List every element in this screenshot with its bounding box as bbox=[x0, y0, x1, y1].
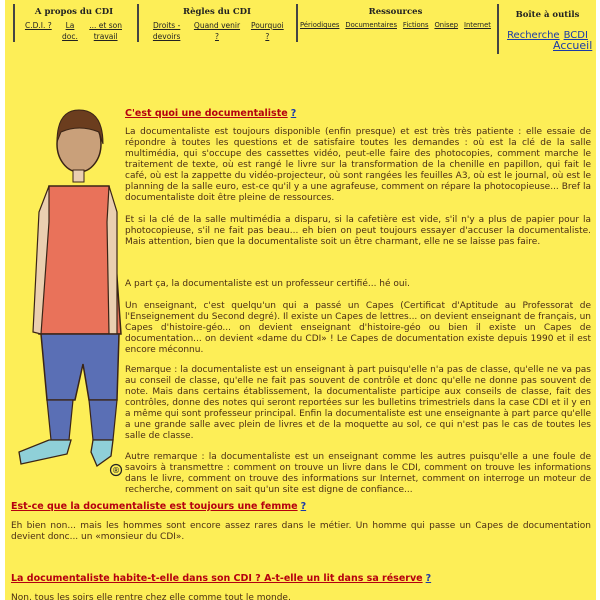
nav-link-droits[interactable]: Droits - devoirs bbox=[152, 21, 181, 41]
nav-resources bbox=[296, 4, 493, 42]
nav-link-quand-venir[interactable]: Quand venir ? bbox=[193, 21, 241, 41]
nav-rules bbox=[137, 4, 295, 42]
home-link[interactable]: Accueil bbox=[553, 39, 593, 52]
nav-rules-title: Règles du CDI bbox=[183, 7, 251, 17]
documentalist-illustration bbox=[13, 102, 125, 480]
section1-p1: La documentaliste est toujours disponible (enfin presque) et est très très patiente : elle essaie de répondre à toutes les questions et de satisfaire toutes les demandes : où est la clé de la salle multimédia, qui s'occupe des cassettes vidéo, peut-elle faire des photocopies, comment marche le traitement de texte, où est rangé le livre sur la transformation de la chenille en papillon, qui fait le café, où est la zappette du vidéo-projecteur, où sont rangées les feuilles A3, où est le journal, où est le planning de la salle euro, est-ce qu'il y a une agrafeuse, comment on répare la photocopieuse... Bref la documentaliste doit être pleine de ressources. bbox=[125, 127, 591, 203]
section1-p3: A part ça, la documentaliste est un professeur certifié... hé oui. bbox=[125, 279, 410, 289]
nav-link-onisep[interactable]: Onisep bbox=[434, 21, 459, 29]
section2-heading bbox=[11, 501, 306, 512]
section1-p5: Remarque : la documentaliste est un enseignant à part puisqu'elle n'a pas de classe, qu'elle ne va pas au conseil de classe, qu'elle ne fait pas souvent de contrôle et donc qu'elle ne donne pas souvent de note. Mais dans certains établissement, la documentaliste participe aux conseils de classe, fait des contrôles, donne des notes qui seront reportées sur les bulletins trimestriels dans la case CDI et il y en a même qui sont professeur principal. Enfin la documentaliste est une enseignante à part parce qu'elle a une grande salle avec plein de livres et de la moquette au sol, ce qui n'est pas le cas de toutes les salle de classe. bbox=[125, 365, 591, 441]
nav-link-travail[interactable]: ... et son travail bbox=[89, 21, 122, 41]
tools-link-recherche[interactable]: Recherche bbox=[507, 30, 560, 41]
copyright-mark: ® bbox=[112, 466, 120, 475]
section1-title[interactable]: C'est quoi une documentaliste bbox=[125, 108, 288, 119]
section2-q[interactable]: ? bbox=[300, 501, 307, 512]
nav-link-cdi[interactable]: C.D.I. ? bbox=[24, 21, 52, 30]
section1-p2: Et si la clé de la salle multimédia a disparu, si la cafetière est vide, s'il n'y a plus de papier pour la photocopieuse, s'il ne fait pas beau... eh bien on peut toujours essayer d'accuser la documentaliste. Mais attention, bien que la documentaliste soit un être charmant, elle ne se laisse pas faire. bbox=[125, 215, 591, 247]
nav-about bbox=[13, 4, 133, 42]
nav-link-internet[interactable]: Internet bbox=[463, 21, 491, 29]
nav-about-title: A propos du CDI bbox=[34, 7, 114, 17]
section3-heading bbox=[11, 573, 431, 584]
tools-link-bcdi[interactable]: BCDI bbox=[563, 30, 588, 41]
nav-link-la-doc[interactable]: La doc. bbox=[62, 21, 78, 41]
section1-q[interactable]: ? bbox=[290, 108, 297, 119]
section2-title[interactable]: Est-ce que la documentaliste est toujours une femme bbox=[11, 501, 298, 512]
section2-p1: Eh bien non... mais les hommes sont encore assez rares dans le métier. Un homme qui passe un Capes de documentation devient donc... un «monsieur du CDI». bbox=[11, 521, 591, 542]
page bbox=[5, 0, 596, 600]
section3-q[interactable]: ? bbox=[425, 573, 432, 584]
nav-link-periodiques[interactable]: Périodiques bbox=[300, 21, 340, 29]
nav-link-fictions[interactable]: Fictions bbox=[402, 21, 429, 29]
nav-resources-title: Ressources bbox=[368, 7, 423, 17]
section1-heading bbox=[125, 108, 296, 119]
section3-title[interactable]: La documentaliste habite-t-elle dans son CDI ? A-t-elle un lit dans sa réserve bbox=[11, 573, 423, 584]
section1-p4: Un enseignant, c'est quelqu'un qui a passé un Capes (Certificat d'Aptitude au Professorat de l'Enseignement du Second degré). Il existe un Capes de lettres... on devient enseignant de français, un Capes d'histoire-géo... on devient enseignant d'histoire-géo ou bien il existe un Capes de documentation... on devient «dame du CDI» ! Le Capes de documentation existe depuis 1990 et il est encore méconnu. bbox=[125, 301, 591, 355]
nav-tools-title: Boîte à outils bbox=[515, 10, 580, 20]
section1-p6: Autre remarque : la documentaliste est un enseignant comme les autres puisqu'elle a une foule de savoirs à transmettre : comment on trouve un livre dans le CDI, comment on trouve les informations dans le livre, comment on trouve des informations sur Internet, comment on interroge un moteur de recherche, comment on sait qu'un site est digne de confiance... bbox=[125, 452, 591, 495]
nav-link-pourquoi[interactable]: Pourquoi ? bbox=[250, 21, 284, 41]
section3-p1: Non, tous les soirs elle rentre chez elle comme tout le monde. bbox=[11, 593, 291, 600]
nav-link-documentaires[interactable]: Documentaires bbox=[345, 21, 397, 29]
